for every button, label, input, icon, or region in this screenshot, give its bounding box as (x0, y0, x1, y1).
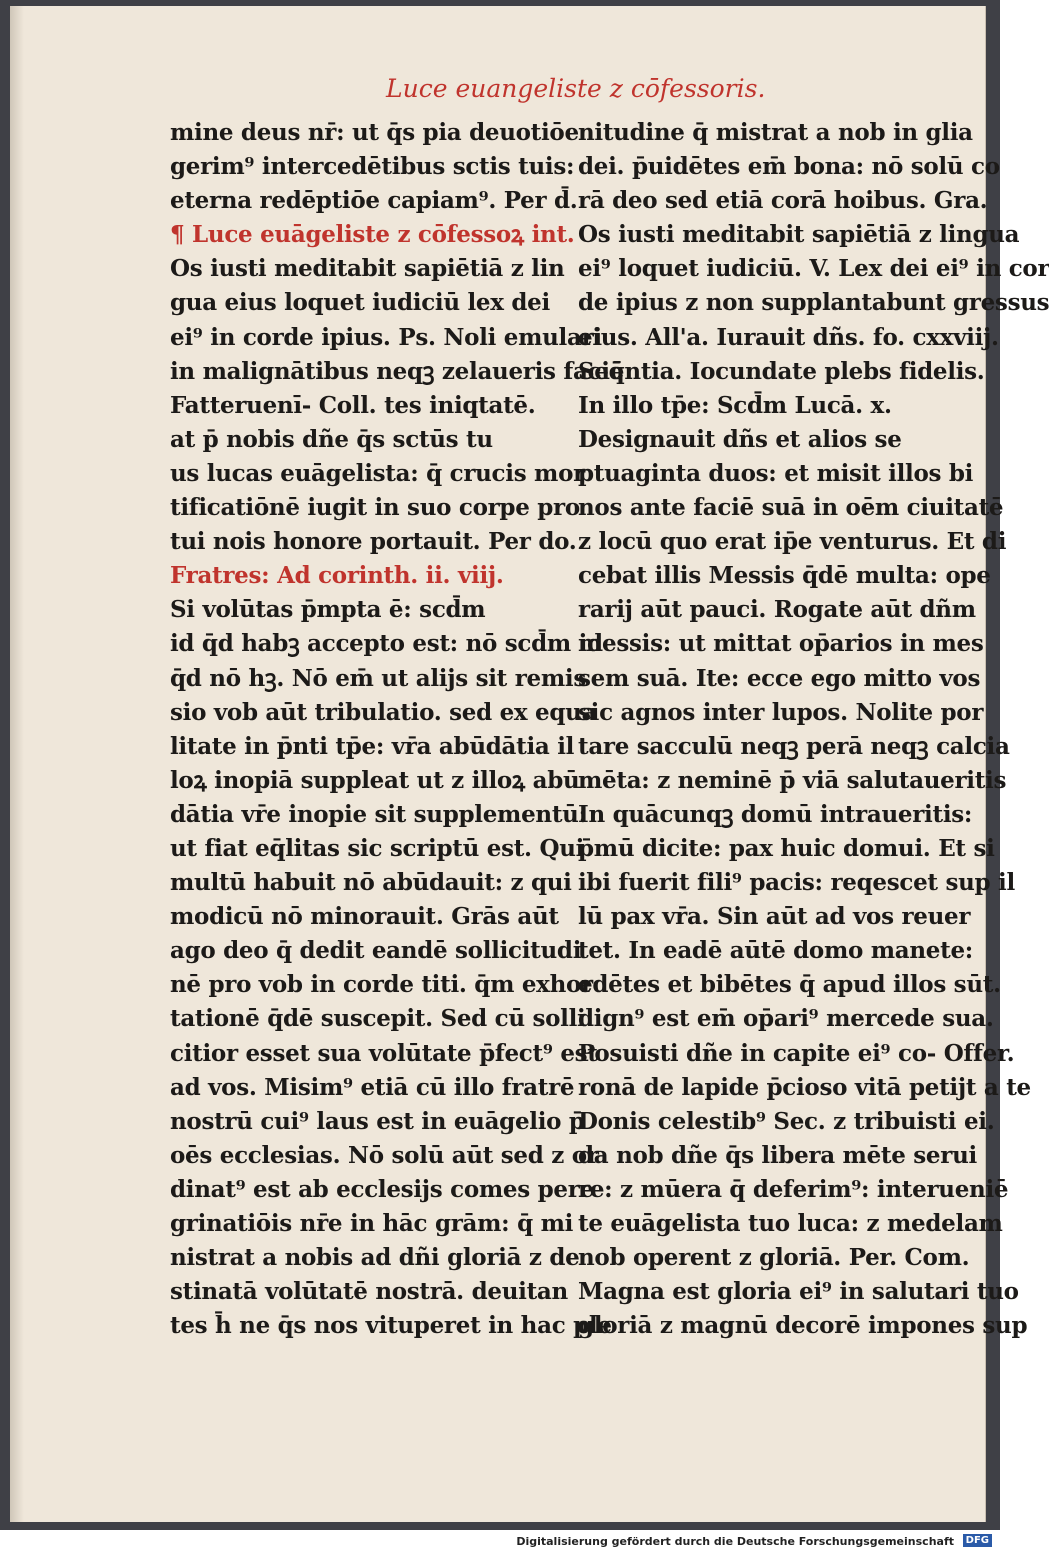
left-column-line: gerim⁹ intercedētibus sctis tuis: (170, 153, 575, 181)
left-column-line: stinatā volūtatē nostrā. deuitan (170, 1278, 568, 1306)
left-column-line: us lucas euāgelista: q̄ crucis mor (170, 459, 585, 487)
right-column-line: re: z mūera q̄ deferim⁹: interueniē (578, 1175, 1009, 1203)
right-column-line: sem suā. Ite: ecce ego mitto vos (578, 664, 981, 692)
left-column-line: dinat⁹ est ab ecclesijs comes pere (170, 1175, 594, 1203)
right-column-line: Magna est gloria ei⁹ in salutari tuo (578, 1278, 1019, 1306)
right-column-line: dei. p̄uidētes em̄ bona: nō solū co (578, 153, 1000, 181)
right-column-line: gloriā z magnū decorē impones sup (578, 1312, 1028, 1340)
left-column-line: dātia vr̄e inopie sit supplementū: (170, 800, 587, 828)
right-column-line: da nob dñe q̄s libera mēte serui (578, 1141, 977, 1169)
left-column-line: in malignātibus neqꝫ zelaueris faciē (170, 357, 625, 385)
right-column-line: te euāgelista tuo luca: z medelam (578, 1210, 1003, 1237)
left-column-line: eterna redēptiōe capiam⁹. Per d̄. (170, 187, 578, 215)
left-column-line: grinatiōis nr̄e in hāc grām: q̄ mi (170, 1210, 574, 1237)
right-column-line: rarij aūt pauci. Rogate aūt dñm (578, 596, 976, 624)
left-column-line: nostrū cui⁹ laus est in euāgelio p̄ (170, 1107, 585, 1135)
left-column-line: nistrat a nobis ad dñi gloriā z de (170, 1244, 580, 1272)
left-column-line: litate in p̄nti tp̄e: vr̄a abūdātia il (170, 732, 575, 760)
right-column-line: In illo tp̄e: Scd̄m Lucā. x. (578, 391, 892, 419)
left-column-line: nē pro vob in corde titi. q̄m exhor (170, 971, 593, 999)
right-column-line: rā deo sed etiā corā hoibus. Gra. (578, 187, 988, 215)
left-column-line: tificatiōnē iugit in suo corpe pro (170, 494, 580, 522)
right-column-line: messis: ut mittat op̄arios in mes (578, 630, 984, 658)
right-column-line: nos ante faciē suā in oēm ciuitatē (578, 494, 1004, 522)
left-column-line: Fratres: Ad corinth. ii. viij. (170, 562, 504, 590)
right-column-line: dign⁹ est em̄ op̄ari⁹ mercede sua. (578, 1005, 994, 1033)
left-column-line: ago deo q̄ dedit eandē sollicitudi (170, 937, 582, 965)
running-head: Luce euangeliste z cōfessoris. (386, 74, 766, 103)
left-column-line: ¶ Luce euāgeliste z cōfessoꝝ int. (170, 221, 575, 249)
right-column-line: In quācunqꝫ domū intraueritis: (578, 800, 973, 828)
left-column-line: citior esset sua volūtate p̄fect⁹ est (170, 1039, 598, 1067)
right-column-line: ronā de lapide p̄cioso vitā petijt a te (578, 1073, 1031, 1101)
right-column-line: ibi fuerit fili⁹ pacis: reqescet sup il (578, 869, 1015, 897)
right-column-line: Os iusti meditabit sapiētiā z lingua (578, 221, 1020, 249)
right-column-line: tet. In eadē aūtē domo manete: (578, 937, 973, 965)
left-column-line: q̄d nō hꝫ. Nō em̄ ut alijs sit remis (170, 664, 586, 692)
left-column-line: multū habuit nō abūdauit: z qui (170, 869, 572, 897)
left-column-line: ut fiat eq̄litas sic scriptū est. Qui (170, 834, 585, 862)
right-column-line: z locū quo erat ip̄e venturus. Et di (578, 528, 1007, 556)
left-column-line: id q̄d habꝫ accepto est: nō scd̄m id (170, 630, 603, 658)
left-column-line: at p̄ nobis dñe q̄s sctūs tu (170, 425, 493, 453)
left-column-line: gua eius loquet iudiciū lex dei (170, 289, 550, 317)
right-text-column (578, 116, 1049, 1343)
left-column-line: oēs ecclesias. Nō solū aūt sed z or (170, 1141, 599, 1169)
right-column-line: mēta: z neminē p̄ viā salutaueritis (578, 766, 1007, 794)
right-column-line: lū pax vr̄a. Sin aūt ad vos reuer (578, 903, 971, 931)
right-column-line: Seq̄ntia. Iocundate plebs fidelis. (578, 357, 985, 385)
left-column-line: ad vos. Misim⁹ etiā cū illo fratrē (170, 1073, 575, 1101)
right-column-line: tare sacculū neqꝫ perā neqꝫ calcia (578, 732, 1010, 760)
left-column-line: Os iusti meditabit sapiētiā z lin (170, 255, 565, 283)
left-column-line: tui nois honore portauit. Per do. (170, 528, 577, 556)
funding-credit: Digitalisierung gefördert durch die Deutsche Forschungsgemeinschaft (516, 1535, 954, 1548)
right-column-line: eius. All'a. Iurauit dñs. fo. cxxviij. (578, 323, 999, 351)
left-column-line: loꝝ inopiā suppleat ut z illoꝝ abū (170, 766, 580, 794)
left-column-line: modicū nō minorauit. Grās aūt (170, 903, 559, 931)
right-column-line: Donis celestib⁹ Sec. z tribuisti ei. (578, 1107, 995, 1135)
right-column-line: Designauit dñs et alios se (578, 425, 902, 453)
dfg-logo: DFG (963, 1534, 992, 1547)
left-column-line: tationē q̄dē suscepit. Sed cū solli (170, 1005, 586, 1033)
right-column-line: ei⁹ loquet iudiciū. V. Lex dei ei⁹ in cor (578, 255, 1049, 283)
right-column-line: cebat illis Messis q̄dē multa: ope (578, 562, 991, 590)
left-column-line: mine deus nr̄: ut q̄s pia deuotiōe (170, 119, 579, 146)
right-column-line: de ipius z non supplantabunt gressus (578, 289, 1049, 317)
left-column-line: sio vob aūt tribulatio. sed ex equa (170, 698, 597, 726)
left-column-line: tes h̄ ne q̄s nos vituperet in hac ple (170, 1312, 612, 1340)
right-column-line: p̄mū dicite: pax huic domui. Et si (578, 834, 995, 862)
left-column-line: ei⁹ in corde ipius. Ps. Noli emulari (170, 323, 602, 351)
left-text-column (170, 116, 625, 1343)
right-column-line: Posuisti dñe in capite ei⁹ co- Offer. (578, 1039, 1015, 1067)
right-column-line: nitudine q̄ mistrat a nob in glia (578, 119, 973, 146)
right-column-line: edētes et bibētes q̄ apud illos sūt. (578, 971, 1001, 999)
left-column-line: Si volūtas p̄mpta ē: scd̄m (170, 596, 486, 624)
left-column-line: Fatteruenī- Coll. tes iniqtatē. (170, 391, 536, 419)
right-column-line: sic agnos inter lupos. Nolite por (578, 698, 984, 726)
right-column-line: ptuaginta duos: et misit illos bi (578, 459, 974, 487)
right-column-line: nob operent z gloriā. Per. Com. (578, 1244, 970, 1272)
page-gutter-edge (10, 6, 24, 1522)
